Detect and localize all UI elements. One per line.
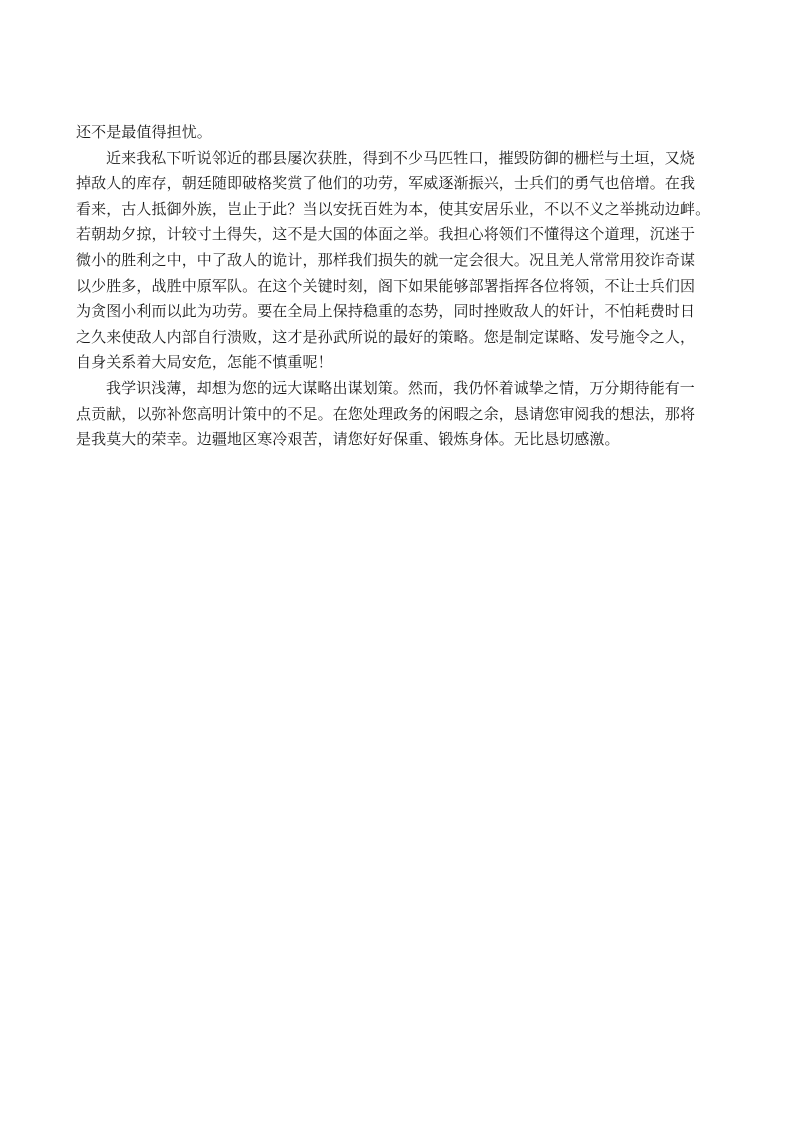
text-line: 微小的胜利之中，中了敌人的诡计，那样我们损失的就一定会很大。况且羌人常常用狡诈奇谋 — [76, 250, 696, 269]
paragraph-1 — [76, 120, 736, 146]
paragraph-2 — [76, 146, 736, 376]
text-line: 以少胜多，战胜中原军队。在这个关键时刻，阁下如果能够部署指挥各位将领，不让士兵们因 — [76, 276, 696, 295]
text-line: 还不是最值得担忧。 — [76, 123, 212, 141]
text-line: 看来，古人抵御外族，岂止于此？当以安抚百姓为本，使其安居乐业，不以不义之举挑动边衅。 — [76, 199, 711, 218]
text-line: 之久来使敌人内部自行溃败，这才是孙武所说的最好的策略。您是制定谋略、发号施令之人， — [76, 327, 696, 346]
text-line: 近来我私下听说邻近的郡县屡次获胜，得到不少马匹牲口，摧毁防御的栅栏与土垣，又烧 — [106, 148, 695, 167]
text-line: 我学识浅薄，却想为您的远大谋略出谋划策。然而，我仍怀着诚挚之情，万分期待能有一 — [106, 378, 695, 397]
text-line: 点贡献，以弥补您高明计策中的不足。在您处理政务的闲暇之余，恳请您审阅我的想法，那将 — [76, 404, 696, 423]
text-line: 是我莫大的荣幸。边疆地区寒冷艰苦，请您好好保重、锻炼身体。无比恳切感激。 — [76, 430, 620, 449]
text-line: 自身关系着大局安危，怎能不慎重呢！ — [76, 353, 333, 372]
text-line: 若朝劫夕掠，计较寸土得失，这不是大国的体面之举。我担心将领们不懂得这个道理，沉迷于 — [76, 225, 696, 244]
paragraph-3 — [76, 376, 736, 453]
text-line: 为贪图小利而以此为功劳。要在全局上保持稳重的态势，同时挫败敌人的奸计，不怕耗费时日 — [76, 302, 696, 321]
letter-body — [76, 120, 736, 453]
text-line: 掉敌人的库存，朝廷随即破格奖赏了他们的功劳，军威逐渐振兴，士兵们的勇气也倍增。在我 — [76, 174, 696, 193]
